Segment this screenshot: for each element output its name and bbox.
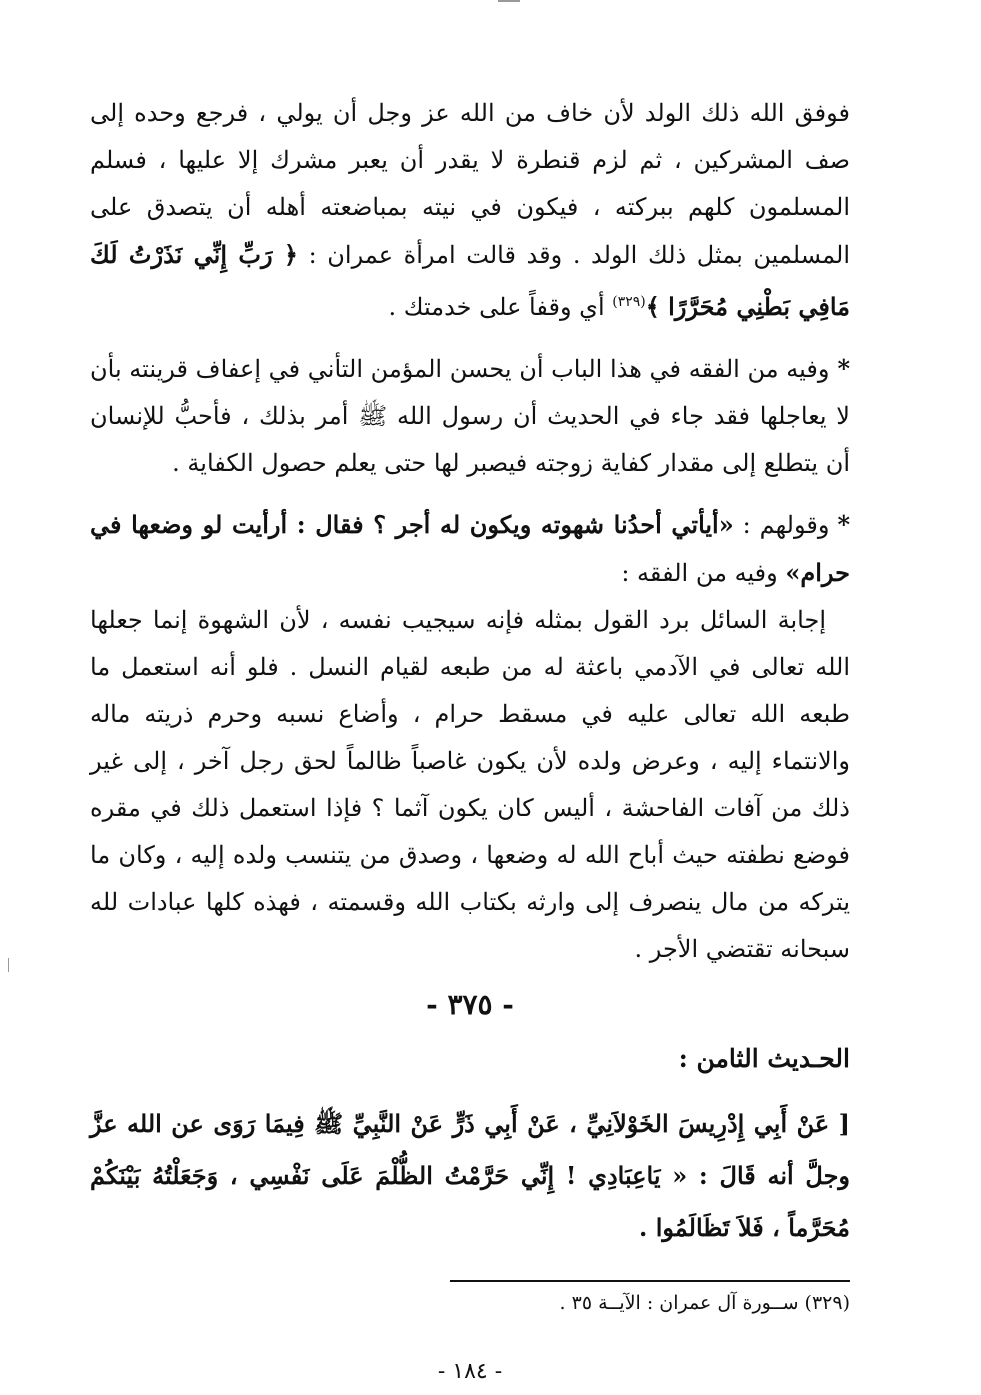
bullet-star: *	[837, 354, 850, 383]
section-number: - ٣٧٥ -	[426, 988, 514, 1021]
paragraph-1	[90, 90, 850, 331]
footnote-divider	[450, 1280, 850, 1282]
paragraph-3-intro: وقولهم :	[742, 511, 830, 539]
page-number: - ١٨٤ -	[437, 1359, 503, 1384]
footnote: (٣٢٩) ســورة آل عمران : الآيــة ٣٥ .	[559, 1292, 850, 1314]
paragraph-1-end: أي وقفاً على خدمتك .	[388, 293, 605, 321]
paragraph-4: إجابة السائل برد القول بمثله فإنه سيجيب نفسه ، لأن الشهوة إنما جعلها الله تعالى في الآدمي باعثة له من طبعه لقيام النسل . فلو أنه استعمل ما طبعه الله تعالى عليه في مسقط حرام ، وأضاع نسبه وحرم ذريته ماله والانتماء إليه ، وعرض ولده لأن يكون غاصباً ظالماً لحق رجل آخر ، إلى غير ذلك من آفات الفاحشة ، أليس كان يكون آثما ؟ فإذا استعمل ذلك في مقره فوضع نطفته حيث أباح الله له وضعها ، وصدق من يتنسب ولده إليه ، وكان ما يتركه من مال ينصرف إلى وارثه بكتاب الله وقسمته ، فهذه كلها عبادات لله سبحانه تقتضي الأجر .	[90, 606, 851, 963]
scan-mark-top	[498, 0, 520, 2]
paragraph-3-end: وفيه من الفقه :	[621, 559, 778, 587]
paragraph-2	[90, 345, 850, 487]
paragraph-1-text: فوفق الله ذلك الولد لأن خاف من الله عز وجل أن يولي ، فرجع وحده إلى صف المشركين ، ثم لزم قنطرة لا يقدر أن يعبر مشرك إلا عليها ، فسلم المسلمون كلهم ببركته ، فيكون في نيته بمباضعته أهله أن يتصدق على المسلمين بمثل ذلك الولد . وقد قالت امرأة عمران :	[90, 99, 850, 269]
hadith-title: الحـديث الثامن :	[678, 1044, 850, 1073]
hadith-quote: «أيأتي أحدُنا شهوته ويكون له أجر ؟ فقال : أرأيت لو وضعها في حرام»	[90, 510, 850, 587]
scan-mark-left	[8, 958, 9, 972]
document-page	[90, 90, 850, 1395]
quran-quote: ﴿ رَبِّ إِنِّي نَذَرْتُ لَكَ مَافِي بَطْنِي مُحَرَّرًا ﴾	[90, 240, 850, 321]
paragraph-3	[90, 501, 850, 597]
footnote-reference: (٣٢٩)	[612, 294, 646, 310]
paragraph-2-text: وفيه من الفقه في هذا الباب أن يحسن المؤمن التأني في إعفاف قرينته بأن لا يعاجلها فقد جاء في الحديث أن رسول الله ﷺ أمر بذلك ، فأحبُّ للإنسان أن يتطلع إلى مقدار كفاية زوجته فيصبر لها حتى يعلم حصول الكفاية .	[90, 355, 850, 477]
hadith-text: [ عَنْ أَبِي إِدْرِيسَ الخَوْلاَنِيِّ ، عَنْ أَبِي ذَرٍّ عَنْ النَّبِيِّ ﷺ فِيمَا رَوَى عن الله عزَّ وجلَّ أنه قَالَ : « يَاعِبَادِي ! إِنِّي حَرَّمْتُ الظُّلْمَ عَلَى نَفْسِي ، وَجَعَلْتُهُ بَيْنَكُمْ مُحَرَّماً ، فَلاَ تَظَالَمُوا .	[90, 1109, 850, 1242]
bullet-star: *	[837, 510, 850, 539]
